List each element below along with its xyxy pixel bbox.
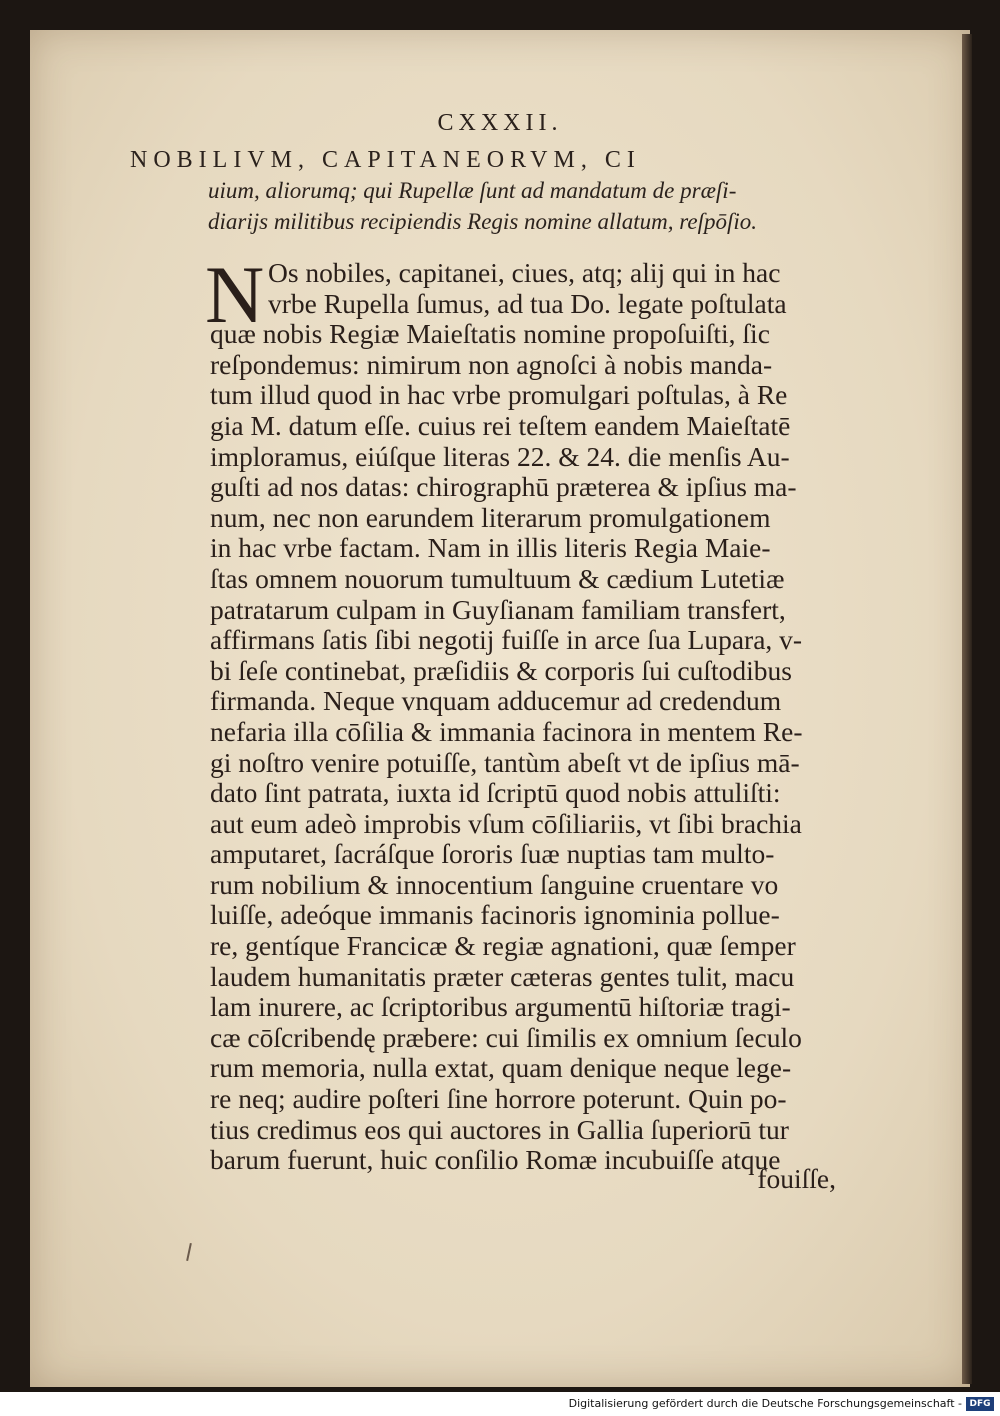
- text-line: barum fuerunt, huic conſilio Romæ incubuiſſe atque: [210, 1144, 781, 1176]
- text-line: rum memoria, nulla extat, quam denique neque lege-: [210, 1052, 792, 1084]
- text-line: amputaret, ſacráſque ſororis ſuæ nuptias tam multo-: [210, 838, 775, 870]
- text-line: rum nobilium & innocentium ſanguine cruentare vo: [210, 868, 779, 900]
- text-line: bi ſeſe continebat, præſidiis & corporis ſui cuſtodibus: [210, 654, 792, 686]
- text-line: imploramus, eiúſque literas 22. & 24. die menſis Au-: [210, 440, 790, 472]
- text-line: re, gentíque Francicæ & regiæ agnationi, quæ ſemper: [210, 930, 796, 962]
- dfg-logo: DFG: [966, 1397, 994, 1411]
- text-line: guſti ad nos datas: chirographū præterea & ipſius ma-: [210, 471, 797, 503]
- text-line: reſpondemus: nimirum non agnoſci à nobis manda-: [210, 348, 773, 380]
- text-line: dato ſint patrata, iuxta id ſcriptū quod nobis attuliſti:: [210, 777, 781, 809]
- text-line: re neq; audire poſteri ſine horrore poterunt. Quin po-: [210, 1083, 787, 1115]
- body-text: [205, 249, 840, 1176]
- text-line: Os nobiles, capitanei, ciues, atq; alij qui in hac: [268, 257, 781, 288]
- text-line: aut eum adeò improbis vſum cōſiliariis, vt ſibi brachia: [210, 807, 802, 839]
- section-heading: [130, 145, 830, 237]
- text-line: gi noſtro venire potuiſſe, tantùm abeſt vt de ipſius mā-: [210, 746, 800, 778]
- text-line: tum illud quod in hac vrbe promulgari poſtulas, à Re: [210, 379, 788, 411]
- text-line: in hac vrbe factam. Nam in illis literis Regia Maie-: [210, 532, 771, 564]
- text-line: affirmans ſatis ſibi negotij fuiſſe in arce ſua Lupara, v-: [210, 624, 803, 656]
- page-edge-shadow: [962, 34, 972, 1384]
- text-line: gia M. datum eſſe. cuius rei teſtem eandem Maieſtatē: [210, 409, 791, 441]
- text-line: laudem humanitatis præter cæteras gentes tulit, macu: [210, 960, 795, 992]
- heading-italic-line: diarijs militibus recipiendis Regis nomine allatum, reſpōſio.: [208, 209, 757, 234]
- text-line: num, nec non earundem literarum promulgationem: [210, 501, 771, 533]
- catchword: fouiſſe,: [757, 1163, 836, 1194]
- text-line: ſtas omnem nouorum tumultuum & cædium Lutetiæ: [210, 562, 785, 594]
- footer-credit-text: Digitalisierung gefördert durch die Deutsche Forschungsgemeinschaft -: [568, 1397, 962, 1410]
- text-line: lam inurere, ac ſcriptoribus argumentū hiſtoriæ tragi-: [210, 991, 791, 1023]
- heading-caps-line: NOBILIVM, CAPITANEORVM, CI: [130, 147, 641, 173]
- folio-number: CXXXII.: [437, 110, 563, 136]
- text-line: nefaria illa cōſilia & immania facinora in mentem Re-: [210, 715, 803, 747]
- text-line: luiſſe, adeóque immanis facinoris ignominia pollue-: [210, 899, 780, 931]
- drop-cap: N: [205, 249, 265, 340]
- text-line: tius credimus eos qui auctores in Gallia ſuperiorū tur: [210, 1113, 789, 1145]
- text-line: patratarum culpam in Guyſianam familiam transfert,: [210, 593, 786, 625]
- text-line: cæ cōſcribendę præbere: cui ſimilis ex omnium ſeculo: [210, 1021, 802, 1053]
- text-line: quæ nobis Regiæ Maieſtatis nomine propoſuiſti, ſic: [210, 318, 770, 350]
- text-line: firmanda. Neque vnquam adducemur ad credendum: [210, 685, 782, 717]
- heading-italic-line: uium, aliorumq; qui Rupellæ ſunt ad mandatum de præſi-: [208, 178, 737, 203]
- text-line: vrbe Rupella ſumus, ad tua Do. legate poſtulata: [268, 287, 787, 319]
- footer-bar: [0, 1396, 1000, 1416]
